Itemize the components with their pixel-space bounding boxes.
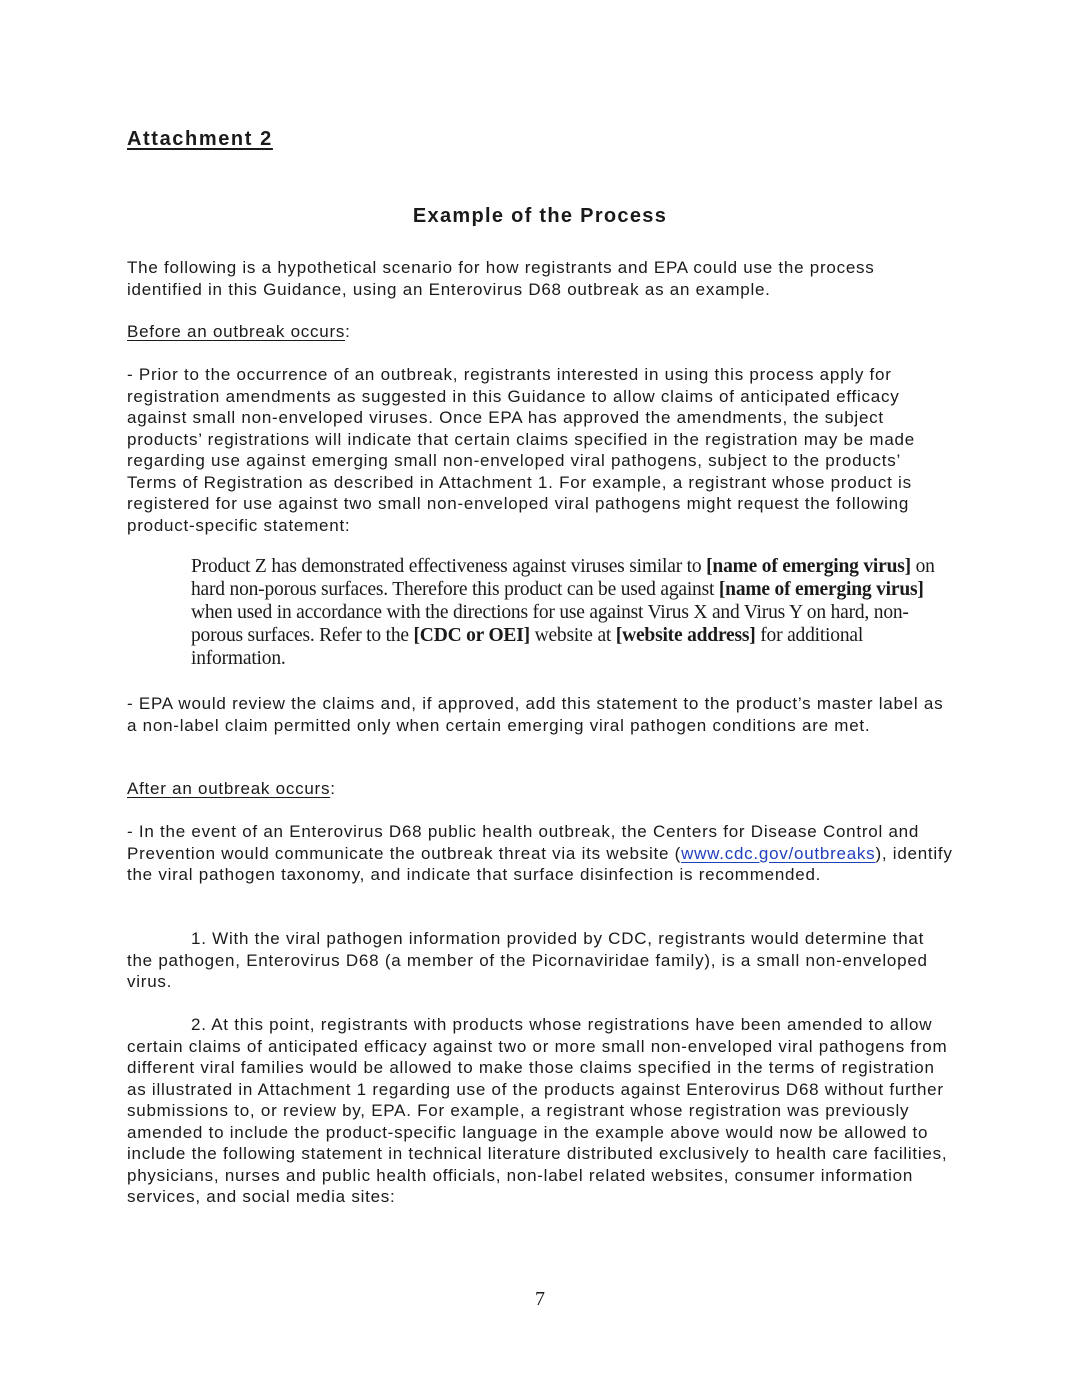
after-outbreak-label: After an outbreak occurs (127, 779, 331, 798)
quote-text-4: website at (529, 625, 616, 646)
quote-placeholder-virus-2: [name of emerging virus] (718, 579, 924, 600)
before-outbreak-heading (127, 321, 953, 343)
quote-text-1: Product Z has demonstrated effectiveness against viruses similar to (191, 556, 707, 577)
after-outbreak-text-start: - In the event of an Enterovirus D68 public health outbreak, the Centers for Disease Control and Prevention would communicate the outbreak threat via its website ( (127, 822, 920, 863)
step-1-paragraph: 1. With the viral pathogen information provided by CDC, registrants would determine that the pathogen, Enterovirus D68 (a member of the Picornaviridae family), is a small non-enveloped virus. (127, 929, 928, 991)
cdc-outbreaks-link[interactable]: www.cdc.gov/outbreaks (681, 843, 876, 863)
before-outbreak-label: Before an outbreak occurs (127, 322, 346, 341)
after-outbreak-colon: : (330, 779, 336, 798)
before-outbreak-colon: : (345, 322, 351, 341)
before-outbreak-paragraph: - Prior to the occurrence of an outbreak, registrants interested in using this process apply for registration amendments as suggested in this Guidance to allow claims of anticipated efficacy against small non-enveloped viruses. Once EPA has approved the amendments, the subject products’ registrations will indicate that certain claims specified in the registration may be made regarding use against emerging small non-enveloped viral pathogens, subject to the products’ Terms of Registration as described in Attachment 1. For example, a registrant whose product is registered for use against two small non-enveloped viral pathogens might request the following product-specific statement: (127, 365, 915, 535)
quote-placeholder-website: [website address] (615, 625, 756, 646)
quote-placeholder-agency: [CDC or OEI] (413, 625, 530, 646)
quote-text-2: on hard non-porous surfaces. Therefore this product can be used against (191, 556, 935, 600)
attachment-title: Attachment 2 (127, 128, 273, 150)
page-number: 7 (535, 1288, 545, 1310)
after-outbreak-text-end: ), identify the viral pathogen taxonomy, and indicate that surface disinfection is recommended. (127, 843, 953, 884)
product-statement-quote (191, 555, 941, 670)
section-title: Example of the Process (412, 205, 668, 227)
quote-placeholder-virus-1: [name of emerging virus] (706, 556, 911, 577)
epa-review-paragraph: - EPA would review the claims and, if approved, add this statement to the product’s master label as a non-label claim permitted only when certain emerging viral pathogen conditions are met. (127, 694, 944, 735)
after-outbreak-paragraph (127, 821, 953, 886)
quote-text-3: when used in accordance with the directions for use against Virus X and Virus Y on hard, non-porous surfaces. Refer to the (191, 602, 909, 646)
quote-text-5: for additional information. (191, 625, 864, 669)
intro-paragraph: The following is a hypothetical scenario for how registrants and EPA could use the process identified in this Guidance, using an Enterovirus D68 outbreak as an example. (127, 258, 875, 299)
step-2-paragraph: 2. At this point, registrants with products whose registrations have been amended to allow certain claims of anticipated efficacy against two or more small non-enveloped viral pathogens from different viral families would be allowed to make those claims specified in the terms of registration as illustrated in Attachment 1 regarding use of the products against Enterovirus D68 without further submissions to, or review by, EPA. For example, a registrant whose registration was previously amended to include the product-specific language in the example above would now be allowed to include the following statement in technical literature distributed exclusively to health care facilities, physicians, nurses and public health officials, non-label related websites, consumer information services, and social media sites: (127, 1015, 948, 1206)
after-outbreak-heading (127, 778, 953, 800)
